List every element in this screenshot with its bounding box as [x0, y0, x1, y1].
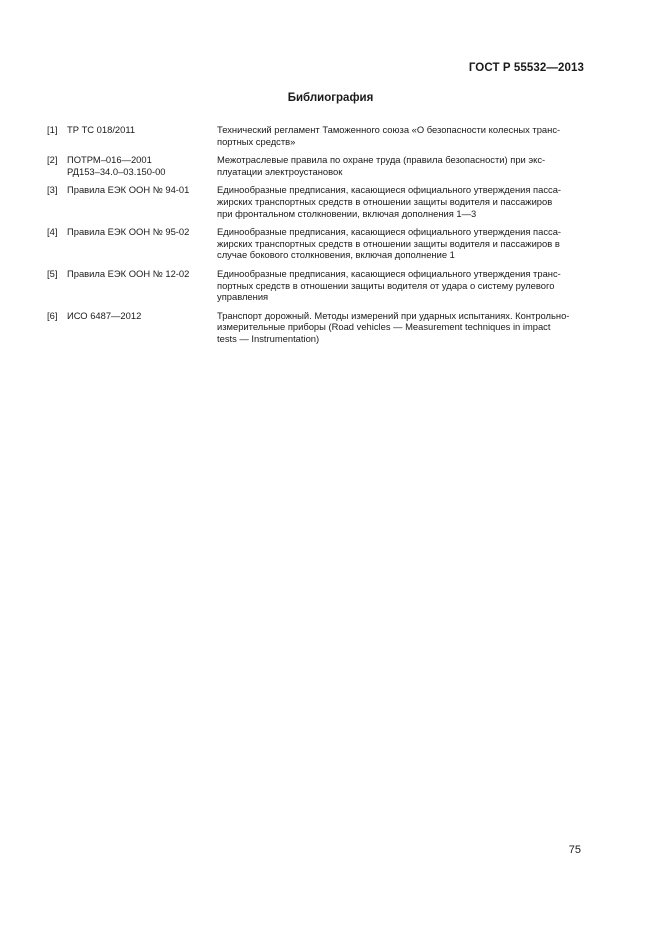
entry-number: [5]: [47, 267, 58, 279]
bibliography-entry: [47, 268, 584, 303]
description-line: портных средств»: [217, 135, 296, 147]
description-line: Межотраслевые правила по охране труда (правила безопасности) при экс-: [217, 154, 546, 166]
description-line: Единообразные предписания, касающиеся официального утверждения пасса-: [217, 226, 562, 238]
description-line: плуатации электроустановок: [217, 165, 343, 177]
reference-line: ИСО 6487—2012: [67, 309, 142, 321]
reference-line: ПОТРМ–016—2001: [67, 154, 152, 166]
reference-line: Правила ЕЭК ООН № 94-01: [67, 184, 190, 196]
bibliography-entry: [47, 154, 584, 177]
description-line: жирских транспортных средств в отношении защиты водителя и пассажиров: [217, 195, 553, 207]
bibliography-list: [47, 124, 584, 352]
entry-reference: [67, 154, 217, 177]
description-line: Транспорт дорожный. Методы измерений при ударных испытаниях. Контрольно-: [217, 309, 570, 321]
entry-number: [1]: [47, 124, 58, 135]
entry-description: [217, 154, 584, 177]
reference-line: ТР ТС 018/2011: [67, 124, 136, 135]
entry-description: [217, 184, 584, 219]
entry-description: [217, 268, 584, 303]
reference-line: Правила ЕЭК ООН № 95-02: [67, 226, 190, 238]
bibliography-entry: [47, 310, 584, 345]
entry-description: [217, 124, 584, 147]
reference-line: Правила ЕЭК ООН № 12-02: [67, 267, 190, 279]
entry-reference: [67, 184, 217, 219]
description-line: случае бокового столкновения, включая дополнение 1: [217, 249, 455, 261]
description-line: tests — Instrumentation): [217, 332, 320, 344]
bibliography-entry: [47, 124, 584, 147]
entry-reference: [67, 124, 217, 147]
description-line: Технический регламент Таможенного союза «О безопасности колесных транс-: [217, 124, 561, 135]
reference-line: РД153–34.0–03.150-00: [67, 165, 166, 177]
bibliography-entry: [47, 184, 584, 219]
description-line: портных средств в отношении защиты водителя от удара о систему рулевого: [217, 279, 555, 291]
entry-number: [4]: [47, 226, 58, 238]
entry-description: [217, 310, 584, 345]
description-line: измерительные приборы (Road vehicles — Measurement techniques in impact: [217, 321, 551, 333]
entry-description: [217, 226, 584, 261]
document-standard-number: ГОСТ Р 55532—2013: [468, 62, 584, 74]
entry-number: [2]: [47, 154, 58, 166]
entry-number: [3]: [47, 184, 58, 196]
entry-reference: [67, 226, 217, 261]
entry-number: [6]: [47, 309, 58, 321]
description-line: управления: [217, 291, 269, 303]
description-line: жирских транспортных средств в отношении защиты водителя и пассажиров в: [217, 237, 560, 249]
description-line: Единообразные предписания, касающиеся официального утверждения транс-: [217, 267, 561, 279]
page-number: 75: [568, 844, 581, 856]
description-line: Единообразные предписания, касающиеся официального утверждения пасса-: [217, 184, 562, 196]
entry-reference: [67, 310, 217, 345]
entry-reference: [67, 268, 217, 303]
bibliography-title: Библиография: [287, 92, 374, 104]
description-line: при фронтальном столкновении, включая дополнения 1—3: [217, 207, 477, 219]
bibliography-entry: [47, 226, 584, 261]
